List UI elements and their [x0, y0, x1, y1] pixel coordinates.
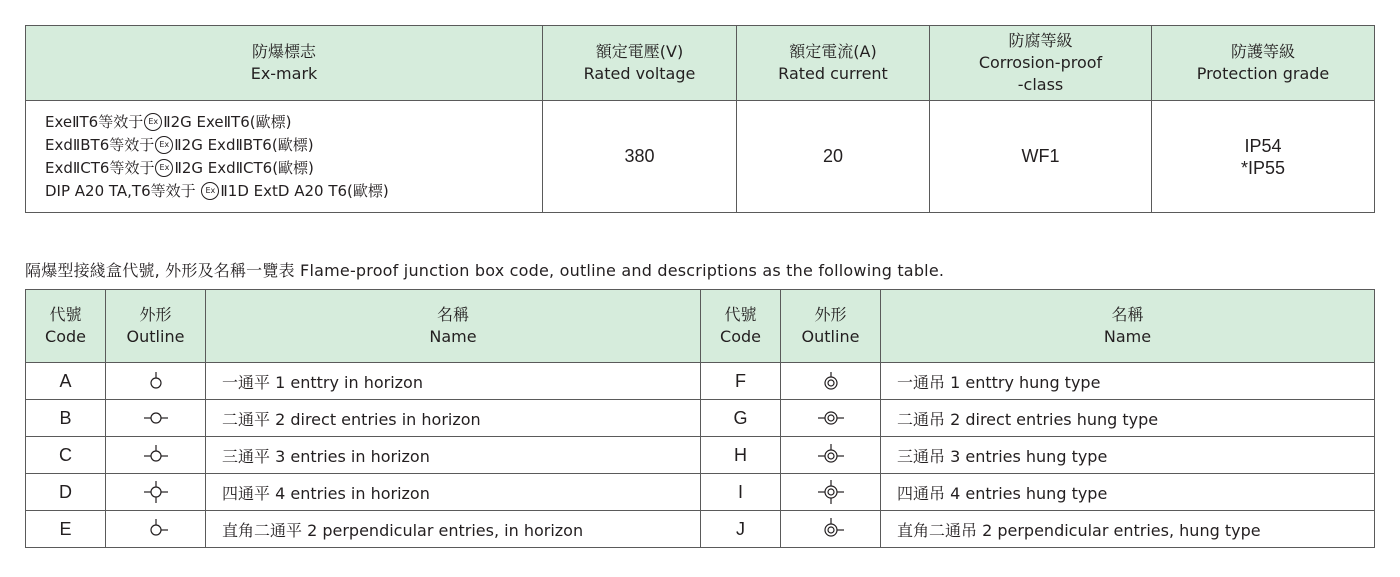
- perpendicular-entries-icon: [141, 517, 171, 541]
- header-rated-current: [737, 26, 930, 101]
- protection-grade-value: [1152, 101, 1375, 213]
- code-cell: D: [26, 474, 106, 511]
- code-cell: B: [26, 400, 106, 437]
- three-entries-icon: [141, 443, 171, 467]
- exmark-line-prefix: ExeⅡT6等效于: [45, 112, 144, 131]
- exmark-cell: [26, 101, 543, 213]
- header-rated-voltage: [543, 26, 737, 101]
- code-cell: I: [701, 474, 781, 511]
- ex-hexagon-icon: Ex: [155, 159, 173, 177]
- header-protection-grade: [1152, 26, 1375, 101]
- protection-grade-optional: *IP55: [1240, 157, 1286, 178]
- code-cell: A: [26, 363, 106, 400]
- outline-cell: [106, 437, 206, 474]
- outline-cell: [781, 437, 881, 474]
- ex-hexagon-icon: Ex: [201, 182, 219, 200]
- exmark-line-suffix: Ⅱ2G ExdⅡBT6(歐標): [174, 135, 314, 154]
- ex-hexagon-icon: Ex: [144, 113, 162, 131]
- header-outline-en: Outline: [801, 327, 860, 346]
- outline-cell: [781, 363, 881, 400]
- outline-cell: [106, 400, 206, 437]
- name-cell: 三通平 3 entries in horizon: [206, 437, 701, 474]
- header-protection-grade-zh: 防護等級: [1230, 42, 1295, 61]
- header-exmark: [26, 26, 543, 101]
- name-cell: 一通吊 1 enttry hung type: [881, 363, 1375, 400]
- header-outline-zh: 外形: [139, 305, 172, 324]
- exmark-line-suffix: Ⅱ1D ExtD A20 T6(歐標): [220, 181, 389, 200]
- header-corrosion-class: [930, 26, 1152, 101]
- name-cell: 一通平 1 enttry in horizon: [206, 363, 701, 400]
- name-cell: 四通吊 4 entries hung type: [881, 474, 1375, 511]
- perpendicular-entries-hung-icon: [816, 517, 846, 541]
- header-code: [701, 290, 781, 363]
- name-cell: 直角二通吊 2 perpendicular entries, hung type: [881, 511, 1375, 548]
- four-entries-icon: [141, 480, 171, 504]
- corrosion-class-value: WF1: [930, 101, 1152, 213]
- header-rated-voltage-zh: 額定電壓(V): [595, 42, 684, 61]
- single-top-entry-hung-icon: [816, 369, 846, 393]
- header-rated-current-en: Rated current: [778, 64, 888, 83]
- header-name: [881, 290, 1375, 363]
- code-table-header-row: [26, 290, 1375, 363]
- name-cell: 二通吊 2 direct entries hung type: [881, 400, 1375, 437]
- exmark-line-prefix: DIP A20 TA,T6等效于: [45, 181, 201, 200]
- exmark-line: [45, 134, 542, 157]
- header-corrosion-class-en2: -class: [1017, 75, 1064, 94]
- rated-current-value: 20: [737, 101, 930, 213]
- name-cell: 二通平 2 direct entries in horizon: [206, 400, 701, 437]
- header-rated-current-zh: 額定電流(A): [789, 42, 877, 61]
- header-corrosion-class-zh: 防腐等級: [1008, 31, 1073, 50]
- exmark-line-prefix: ExdⅡBT6等效于: [45, 135, 155, 154]
- spec-data-row: [26, 101, 1375, 213]
- header-outline-zh: 外形: [814, 305, 847, 324]
- rated-voltage-value: 380: [543, 101, 737, 213]
- specification-table: [25, 25, 1375, 213]
- name-cell: 四通平 4 entries in horizon: [206, 474, 701, 511]
- spec-header-row: [26, 26, 1375, 101]
- header-name-zh: 名稱: [436, 305, 469, 324]
- code-cell: E: [26, 511, 106, 548]
- protection-grade-primary: IP54: [1244, 135, 1282, 156]
- code-cell: C: [26, 437, 106, 474]
- exmark-line: [45, 111, 542, 134]
- table-row: [26, 511, 1375, 548]
- code-cell: G: [701, 400, 781, 437]
- outline-cell: [781, 474, 881, 511]
- header-code-zh: 代號: [49, 305, 82, 324]
- exmark-line-suffix: Ⅱ2G ExdⅡCT6(歐標): [174, 158, 314, 177]
- ex-hexagon-icon: Ex: [155, 136, 173, 154]
- exmark-line: [45, 157, 542, 180]
- exmark-line-suffix: Ⅱ2G ExeⅡT6(歐標): [163, 112, 292, 131]
- code-cell: F: [701, 363, 781, 400]
- header-outline-en: Outline: [126, 327, 185, 346]
- outline-cell: [781, 511, 881, 548]
- header-name-en: Name: [1103, 327, 1152, 346]
- exmark-line-prefix: ExdⅡCT6等效于: [45, 158, 155, 177]
- exmark-line: [45, 180, 542, 203]
- header-code-en: Code: [720, 327, 761, 346]
- outline-cell: [106, 363, 206, 400]
- header-code-zh: 代號: [724, 305, 757, 324]
- header-code-en: Code: [45, 327, 86, 346]
- code-cell: J: [701, 511, 781, 548]
- three-entries-hung-icon: [816, 443, 846, 467]
- four-entries-hung-icon: [816, 480, 846, 504]
- single-top-entry-icon: [141, 369, 171, 393]
- two-direct-entries-icon: [141, 406, 171, 430]
- name-cell: 三通吊 3 entries hung type: [881, 437, 1375, 474]
- header-name: [206, 290, 701, 363]
- outline-cell: [106, 511, 206, 548]
- header-name-en: Name: [429, 327, 477, 346]
- header-rated-voltage-en: Rated voltage: [583, 64, 696, 83]
- header-code: [26, 290, 106, 363]
- header-exmark-en: Ex-mark: [250, 64, 318, 83]
- name-cell: 直角二通平 2 perpendicular entries, in horizon: [206, 511, 701, 548]
- header-outline: [106, 290, 206, 363]
- junction-box-code-table: [25, 289, 1375, 548]
- code-cell: H: [701, 437, 781, 474]
- outline-cell: [781, 400, 881, 437]
- header-protection-grade-en: Protection grade: [1196, 64, 1330, 83]
- table-row: [26, 474, 1375, 511]
- code-table-caption: 隔爆型接綫盒代號, 外形及名稱一覽表 Flame-proof junction box code, outline and descriptions as the following table.: [25, 261, 945, 280]
- table-row: [26, 400, 1375, 437]
- two-direct-entries-hung-icon: [816, 406, 846, 430]
- header-corrosion-class-en: Corrosion-proof: [978, 53, 1103, 72]
- table-row: [26, 363, 1375, 400]
- table-row: [26, 437, 1375, 474]
- header-name-zh: 名稱: [1111, 305, 1144, 324]
- header-outline: [781, 290, 881, 363]
- outline-cell: [106, 474, 206, 511]
- header-exmark-zh: 防爆標志: [251, 42, 316, 61]
